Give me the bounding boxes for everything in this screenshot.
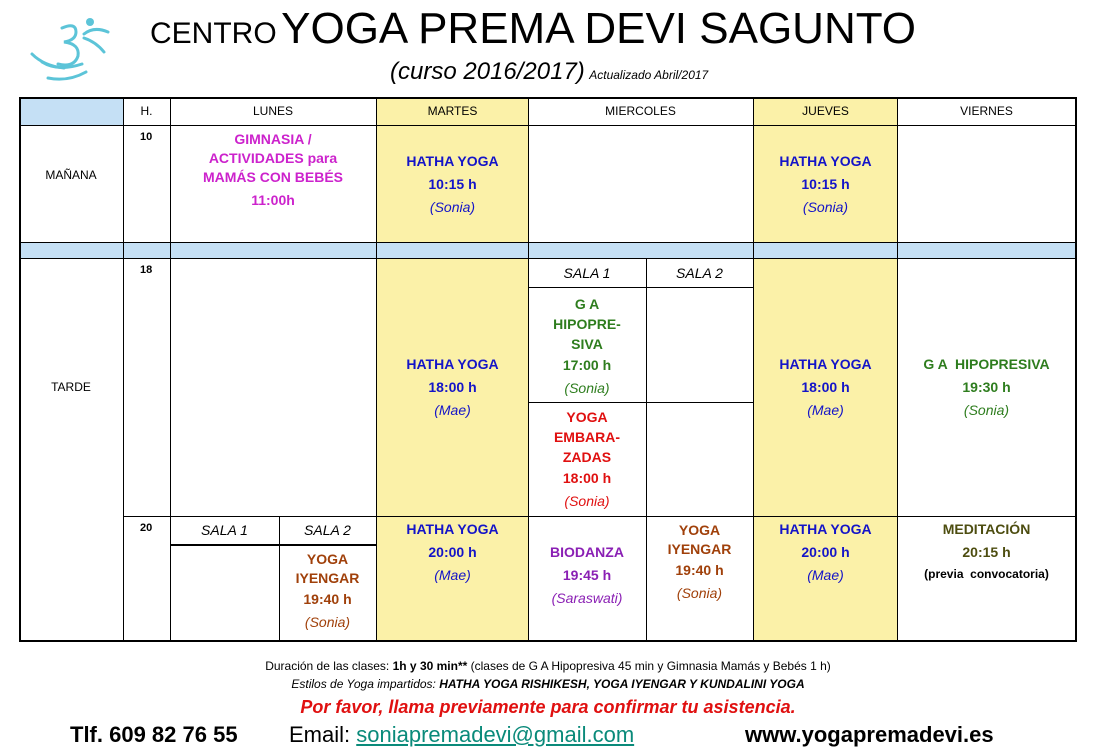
class-time: 20:00 h	[428, 544, 477, 560]
warning-note: Por favor, llama previamente para confirmar tu asistencia.	[300, 697, 796, 717]
contact-phone: Tlf. 609 82 76 55	[70, 722, 238, 747]
course-year: (curso 2016/2017)	[390, 58, 585, 85]
class-time: 10:15 h	[801, 176, 850, 192]
class-time: 20:15 h	[962, 544, 1011, 560]
logo	[24, 8, 114, 88]
email-link[interactable]: soniapremadevi@gmail.com	[356, 722, 635, 747]
class-wed-20-biodanza	[528, 541, 646, 610]
class-teacher: (Mae)	[807, 402, 844, 418]
hour-10: 10	[140, 131, 153, 143]
class-line: YOGA	[678, 522, 721, 538]
class-fri-18-hipopresiva	[897, 353, 1076, 422]
class-line: SIVA	[571, 336, 603, 352]
class-teacher: (Mae)	[434, 567, 471, 583]
page-title	[150, 4, 1030, 54]
class-tue-20-hatha	[377, 518, 528, 587]
styles-pre: Estilos de Yoga impartidos:	[291, 677, 440, 691]
class-time: 20:00 h	[801, 544, 850, 560]
class-line: ZADAS	[562, 449, 612, 465]
class-wed-18-embarazadas	[528, 407, 646, 513]
title-small: CENTRO	[150, 17, 277, 50]
styles-note	[0, 677, 1096, 691]
class-name: HATHA YOGA	[779, 356, 872, 372]
hour-20: 20	[140, 522, 153, 534]
class-teacher: (Sonia)	[963, 402, 1010, 418]
class-line: YOGA	[566, 409, 608, 425]
class-line: G A	[574, 296, 600, 312]
row-line	[123, 516, 1077, 517]
header-hour: H.	[140, 104, 153, 118]
class-time: 19:40 h	[675, 562, 724, 578]
class-teacher: (Sonia)	[564, 493, 610, 509]
period-morning: MAÑANA	[45, 168, 97, 182]
contact-email	[289, 722, 634, 748]
class-teacher: (Sonia)	[429, 199, 476, 215]
class-teacher: (Sonia)	[564, 380, 610, 396]
class-name: HATHA YOGA	[406, 153, 499, 169]
class-teacher: (Sonia)	[802, 199, 849, 215]
class-time: 18:00 h	[801, 379, 850, 395]
styles-bold: HATHA YOGA RISHIKESH, YOGA IYENGAR Y KUNDALINI YOGA	[439, 677, 805, 691]
class-thu-20-hatha	[753, 518, 898, 587]
class-line: EMBARA-	[553, 429, 621, 445]
class-time: 18:00 h	[562, 470, 612, 486]
class-line: GIMNASIA /	[234, 131, 312, 147]
header-lunes: LUNES	[252, 104, 293, 118]
class-mon-20-iyengar	[279, 550, 376, 634]
header-martes: MARTES	[427, 104, 478, 118]
class-time: 11:00h	[251, 192, 295, 208]
class-teacher: (Mae)	[807, 567, 844, 583]
class-time: 19:45 h	[562, 567, 612, 583]
duration-post: (clases de G A Hipopresiva 45 min y Gimnasia Mamás y Bebés 1 h)	[467, 659, 831, 673]
class-tue-18-hatha	[377, 353, 528, 422]
sala-2-label: SALA 2	[676, 265, 723, 281]
class-wed-20-iyengar	[646, 521, 753, 605]
class-tue-10-hatha	[377, 150, 528, 219]
class-name: HATHA YOGA	[779, 521, 872, 537]
row-line	[19, 125, 1077, 126]
class-teacher: (Saraswati)	[551, 590, 623, 606]
class-name: G A HIPOPRESIVA	[923, 356, 1050, 372]
class-time: 19:40 h	[303, 591, 352, 607]
class-name: MEDITACIÓN	[942, 521, 1031, 537]
sala-1-label: SALA 1	[201, 522, 248, 538]
class-thu-10-hatha	[753, 150, 898, 219]
class-teacher: (Mae)	[434, 402, 471, 418]
email-label: Email:	[289, 722, 357, 747]
class-time: 17:00 h	[562, 357, 612, 373]
duration-pre: Duración de las clases:	[265, 659, 393, 673]
row-line	[19, 258, 1077, 259]
title-big: YOGA PREMA DEVI SAGUNTO	[281, 4, 917, 53]
class-line: IYENGAR	[667, 541, 732, 557]
subtitle	[390, 58, 708, 86]
class-mon-10-gimnasia	[170, 130, 376, 210]
sala-2-label: SALA 2	[304, 522, 351, 538]
sala-line	[170, 544, 377, 546]
class-line: ACTIVIDADES para	[208, 150, 338, 166]
class-teacher: (Sonia)	[676, 585, 723, 601]
header-miercoles: MIERCOLES	[605, 104, 676, 118]
class-teacher: (Sonia)	[304, 614, 351, 630]
duration-bold: 1h y 30 min**	[392, 659, 468, 673]
class-name: HATHA YOGA	[406, 521, 499, 537]
class-note: (previa convocatoria)	[924, 567, 1049, 581]
sala-1-label: SALA 1	[563, 265, 611, 281]
duration-note	[0, 659, 1096, 673]
class-thu-18-hatha	[753, 353, 898, 422]
class-line: YOGA	[306, 551, 349, 567]
updated-label: Actualizado Abril/2017	[589, 68, 709, 82]
class-line: HIPOPRE-	[553, 316, 621, 332]
class-name: BIODANZA	[550, 544, 624, 560]
header-viernes: VIERNES	[960, 104, 1013, 118]
class-fri-20-meditacion	[897, 518, 1076, 584]
class-line: IYENGAR	[295, 570, 360, 586]
class-time: 18:00 h	[428, 379, 477, 395]
website-link[interactable]: www.yogapremadevi.es	[745, 722, 994, 747]
class-name: HATHA YOGA	[779, 153, 872, 169]
class-time: 10:15 h	[428, 176, 477, 192]
sala-line	[528, 287, 753, 288]
hour-18: 18	[140, 264, 153, 276]
col-line	[123, 97, 124, 642]
class-line: MAMÁS CON BEBÉS	[202, 169, 343, 185]
header-jueves: JUEVES	[802, 104, 849, 118]
class-name: HATHA YOGA	[406, 356, 499, 372]
sala-line	[528, 402, 753, 403]
row-line	[19, 242, 1077, 243]
class-time: 19:30 h	[962, 379, 1011, 395]
class-wed-18-hipopresiva	[528, 294, 646, 400]
period-afternoon: TARDE	[51, 380, 91, 394]
